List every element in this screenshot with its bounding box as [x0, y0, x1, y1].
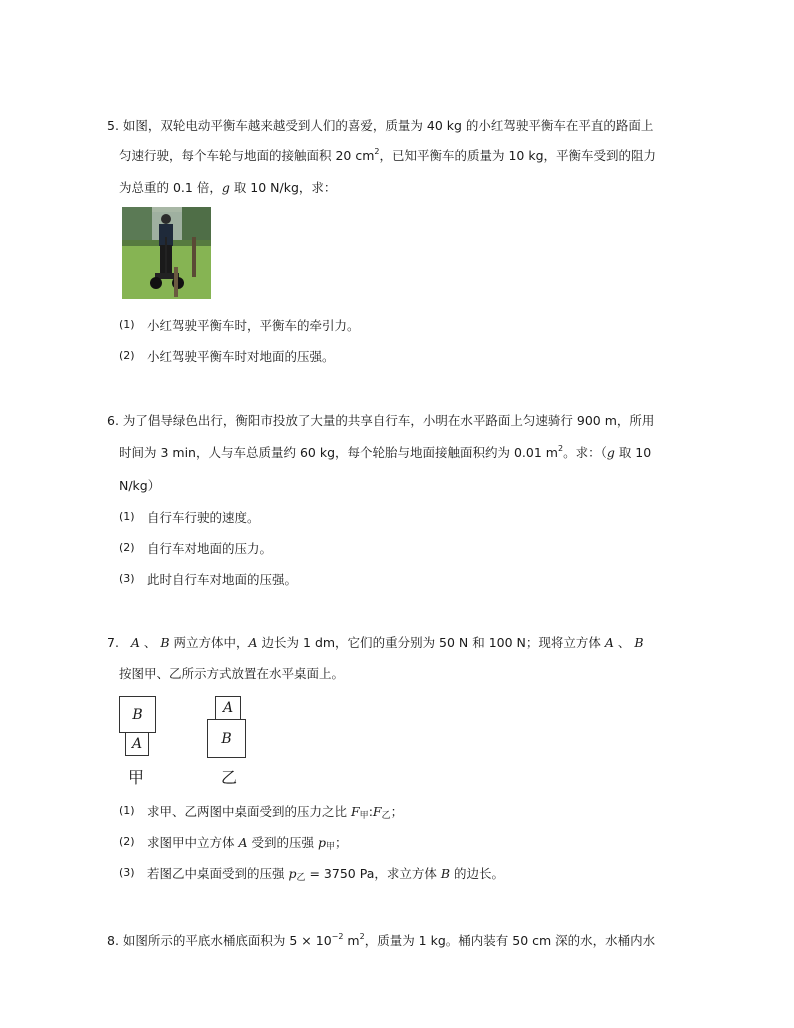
q5-sub1-number: (1) — [119, 318, 135, 331]
segway-photo — [122, 207, 211, 299]
fig-yi-caption: 乙 — [221, 768, 238, 787]
q6-sub3: 此时自行车对地面的压强。 — [147, 572, 298, 587]
q6-line2: 时间为 3 min，人与车总质量约 60 kg，每个轮胎与地面接触面积约为 0.01 $m^2$。求：（g 取 10 — [119, 444, 652, 460]
fig-jia-cube-a: A — [125, 732, 149, 756]
q6-line3: N/kg） — [119, 478, 161, 493]
q5-line3: 为总重的 0.1 倍，g 取 10 N/kg，求： — [119, 180, 337, 195]
fig-yi-cube-a: A — [215, 696, 241, 720]
q7-sub3-number: (3) — [119, 866, 135, 879]
q7-sub1: 求甲、乙两图中桌面受到的压力之比 $F_甲:F_乙$； — [147, 804, 404, 821]
q6-sub1-number: (1) — [119, 510, 135, 523]
q7-sub1-number: (1) — [119, 804, 135, 817]
q6-sub1: 自行车行驶的速度。 — [147, 510, 260, 525]
q7-sub2-number: (2) — [119, 835, 135, 848]
fig-jia-caption: 甲 — [128, 768, 145, 787]
q6-sub2-number: (2) — [119, 541, 135, 554]
q5-sub1: 小红驾驶平衡车时，平衡车的牵引力。 — [147, 318, 360, 333]
q5-line2: 匀速行驶，每个车轮与地面的接触面积 20 $cm^2$，已知平衡车的质量为 10 kg，平衡车受到的阻力 — [119, 147, 657, 163]
q7-line2: 按图甲、乙所示方式放置在水平桌面上。 — [119, 666, 345, 681]
fig-yi-cube-b: B — [207, 719, 246, 758]
q7-sub3: 若图乙中桌面受到的压强 $p_乙 = 3750$ Pa，求立方体 B 的边长。 — [147, 866, 505, 883]
q5-sub2-number: (2) — [119, 349, 135, 362]
q6-sub3-number: (3) — [119, 572, 135, 585]
q5-line1: 5. 如图，双轮电动平衡车越来越受到人们的喜爱，质量为 40 kg 的小红驾驶平衡车在平直的路面上 — [107, 118, 654, 133]
q8-line1: 8. 如图所示的平底水桶底面积为 $5 \times 10^{-2}$ $m^2$，质量为 1 kg。桶内装有 50 cm 深的水，水桶内水 — [107, 932, 656, 948]
q7-line1: 7. A 、 B 两立方体中，A 边长为 1 dm，它们的重分别为 50 N 和 100 N；现将立方体 A 、 B — [107, 635, 644, 650]
q7-sub2: 求图甲中立方体 A 受到的压强 $p_甲$； — [147, 835, 348, 852]
q6-line1: 6. 为了倡导绿色出行，衡阳市投放了大量的共享自行车，小明在水平路面上匀速骑行 900 m，所用 — [107, 413, 655, 428]
q5-sub2: 小红驾驶平衡车时对地面的压强。 — [147, 349, 335, 364]
q6-sub2: 自行车对地面的压力。 — [147, 541, 273, 556]
fig-jia-cube-b: B — [119, 696, 156, 733]
